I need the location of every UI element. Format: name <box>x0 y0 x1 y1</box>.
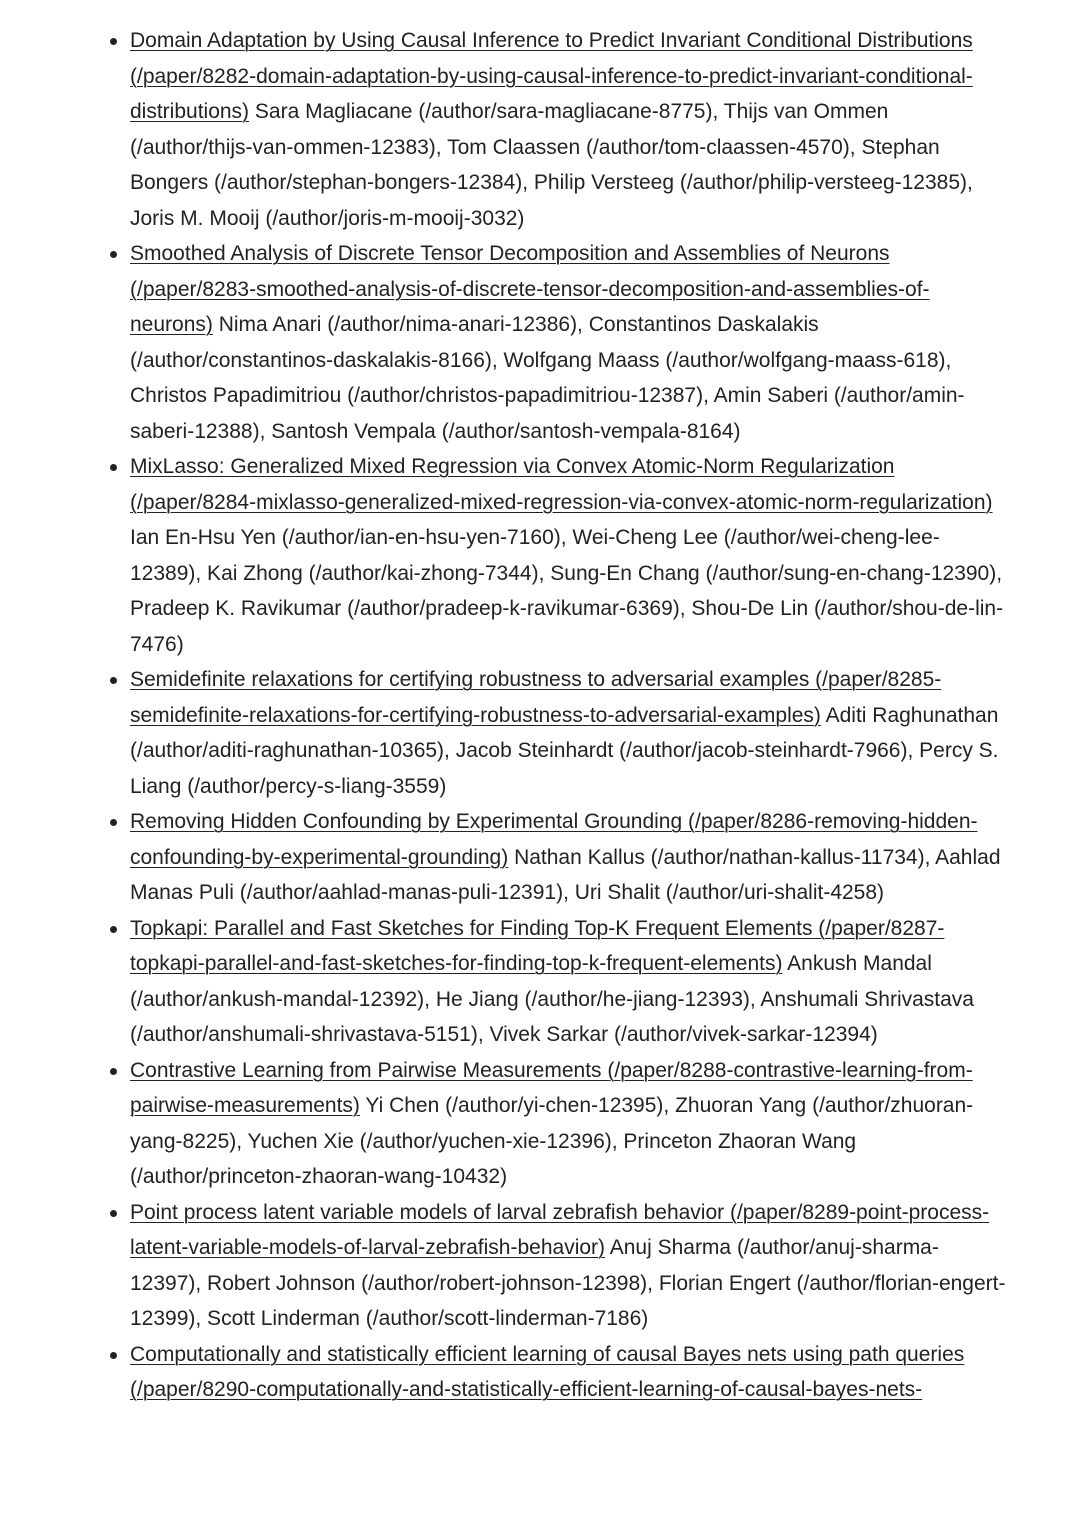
list-item <box>130 449 1010 662</box>
paper-authors: Ian En-Hsu Yen (/author/ian-en-hsu-yen-7160), Wei-Cheng Lee (/author/wei-cheng-lee-12389), Kai Zhong (/author/kai-zhong-7344), Sung-En Chang (/author/sung-en-chang-12390), Pradeep K. Ravikumar (/author/pradeep-k-ravikumar-6369), Shou-De Lin (/author/shou-de-lin-7476) <box>130 526 1004 656</box>
list-item <box>130 23 1010 236</box>
paper-link[interactable]: Point process latent variable models of larval zebrafish behavior (/paper/8289-point-process-latent-variable-models-of-larval-zebrafish-behavior) <box>130 1200 990 1259</box>
list-item <box>130 911 1010 1053</box>
list-item <box>130 804 1010 911</box>
list-item <box>130 1337 1010 1408</box>
paper-authors: Nathan Kallus (/author/nathan-kallus-11734), Aahlad Manas Puli (/author/aahlad-manas-puli-12391), Uri Shalit (/author/uri-shalit-4258) <box>130 845 1001 904</box>
list-item <box>130 662 1010 804</box>
paper-authors: Yi Chen (/author/yi-chen-12395), Zhuoran Yang (/author/zhuoran-yang-8225), Yuchen Xie (/author/yuchen-xie-12396), Princeton Zhaoran Wang (/author/princeton-zhaoran-wang-10432) <box>130 1094 974 1188</box>
paper-authors: Sara Magliacane (/author/sara-magliacane-8775), Thijs van Ommen (/author/thijs-van-ommen-12383), Tom Claassen (/author/tom-claassen-4570), Stephan Bongers (/author/stephan-bongers-12384), Philip Versteeg (/author/philip-versteeg-12385), Joris M. Mooij (/author/joris-m-mooij-3032) <box>130 100 973 230</box>
paper-link[interactable]: Topkapi: Parallel and Fast Sketches for Finding Top-K Frequent Elements (/paper/8287-topkapi-parallel-and-fast-sketches-for-finding-top-k-frequent-elements) <box>130 916 945 975</box>
paper-link[interactable]: Contrastive Learning from Pairwise Measurements (/paper/8288-contrastive-learning-from-pairwise-measurements) <box>130 1058 973 1117</box>
paper-authors: Aditi Raghunathan (/author/aditi-raghunathan-10365), Jacob Steinhardt (/author/jacob-steinhardt-7966), Percy S. Liang (/author/percy-s-liang-3559) <box>130 703 999 798</box>
list-item <box>130 1053 1010 1195</box>
paper-authors: Anuj Sharma (/author/anuj-sharma-12397), Robert Johnson (/author/robert-johnson-12398), Florian Engert (/author/florian-engert-12399), Scott Linderman (/author/scott-linderman-7186) <box>130 1236 1006 1330</box>
paper-link[interactable]: MixLasso: Generalized Mixed Regression via Convex Atomic-Norm Regularization (/paper/8284-mixlasso-generalized-mixed-regression-via-convex-atomic-norm-regularization) <box>130 455 993 514</box>
list-item <box>130 1195 1010 1337</box>
paper-link[interactable]: Removing Hidden Confounding by Experimental Grounding (/paper/8286-removing-hidden-confounding-by-experimental-grounding) <box>130 810 978 869</box>
paper-authors: Ankush Mandal (/author/ankush-mandal-12392), He Jiang (/author/he-jiang-12393), Anshumali Shrivastava (/author/anshumali-shrivastava-5151), Vivek Sarkar (/author/vivek-sarkar-12394) <box>130 952 974 1046</box>
paper-link[interactable]: Domain Adaptation by Using Causal Inference to Predict Invariant Conditional Distributions (/paper/8282-domain-adaptation-by-using-causal-inference-to-predict-invariant-conditional-distributions) <box>130 29 973 123</box>
paper-authors: Nima Anari (/author/nima-anari-12386), Constantinos Daskalakis (/author/constantinos-daskalakis-8166), Wolfgang Maass (/author/wolfgang-maass-618), Christos Papadimitriou (/author/christos-papadimitriou-12387), Amin Saberi (/author/amin-saberi-12388), Santosh Vempala (/author/santosh-vempala-8164) <box>130 313 965 443</box>
paper-link[interactable]: Smoothed Analysis of Discrete Tensor Decomposition and Assemblies of Neurons (/paper/8283-smoothed-analysis-of-discrete-tensor-decomposition-and-assemblies-of-neurons) <box>130 242 930 336</box>
list-item <box>130 236 1010 449</box>
paper-link[interactable]: Computationally and statistically efficient learning of causal Bayes nets using path queries (/paper/8290-computationally-and-statistically-efficient-learning-of-causal-bayes-nets- <box>130 1342 965 1401</box>
paper-link[interactable]: Semidefinite relaxations for certifying robustness to adversarial examples (/paper/8285-semidefinite-relaxations-for-certifying-robustness-to-adversarial-examples) <box>130 668 942 727</box>
paper-list <box>130 23 1010 1408</box>
